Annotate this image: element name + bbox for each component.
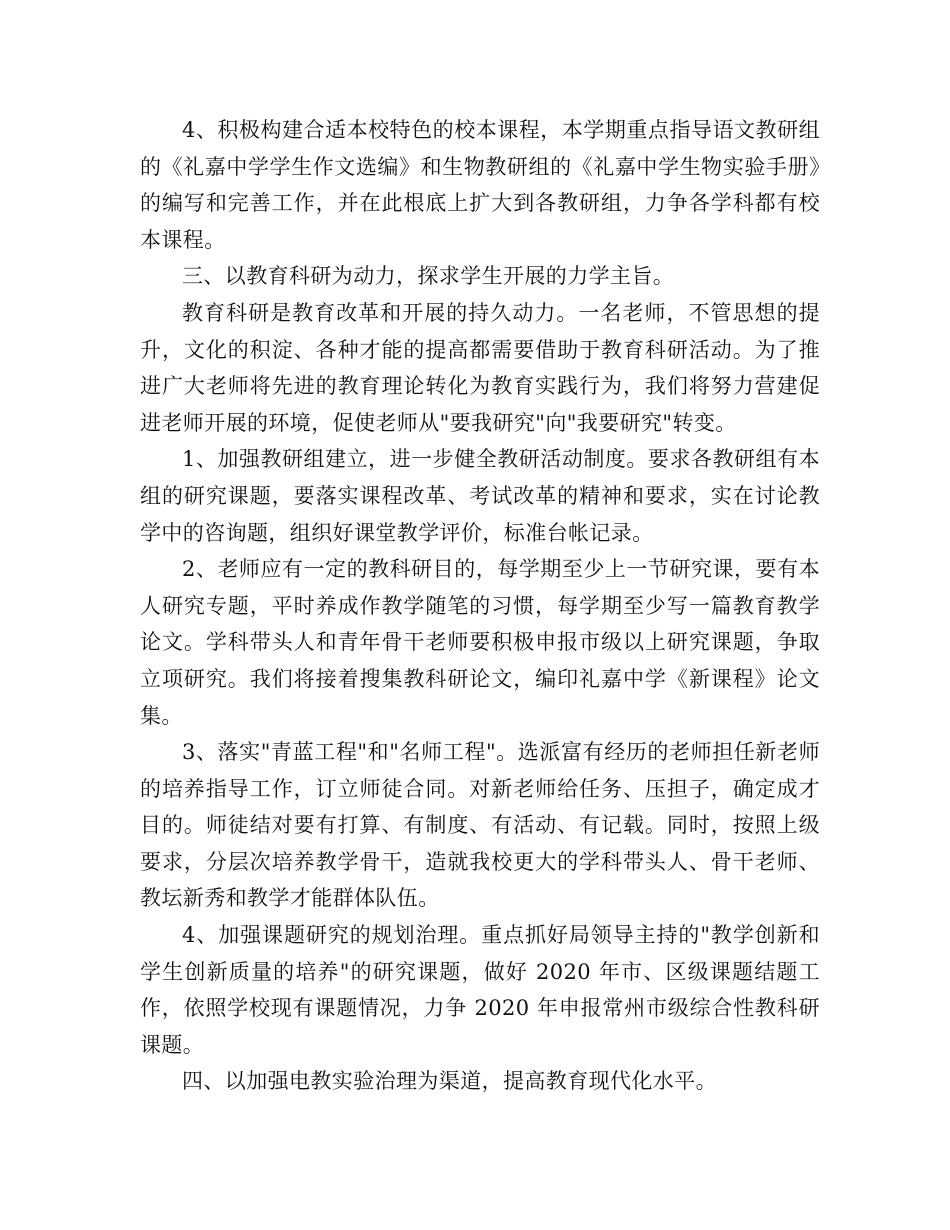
paragraph-mentoring-projects: 3、落实"青蓝工程"和"名师工程"。选派富有经历的老师担任新老师的培养指导工作，订立师徒合同。对新老师给任务、压担子，确定成才目的。师徒结对要有打算、有制度、有活动、有记载。同时，按照上级要求，分层次培养教学骨干，造就我校更大的学科带头人、骨干老师、教坛新秀和教学才能群体队伍。 xyxy=(140,740,820,911)
paragraph-research-groups: 1、加强教研组建立，进一步健全教研活动制度。要求各教研组有本组的研究课题，要落实课程改革、考试改革的精神和要求，实在讨论教学中的咨询题，组织好课堂教学评价，标准台帐记录。 xyxy=(140,447,820,545)
paragraph-project-management: 4、加强课题研究的规划治理。重点抓好局领导主持的"教学创新和学生创新质量的培养"的研究课题，做好 2020 年市、区级课题结题工作，依照学校现有课题情况，力争 2020 年申报常州市级综合性教科研课题。 xyxy=(140,923,820,1057)
section-heading-modernization: 四、以加强电教实验治理为渠道，提高教育现代化水平。 xyxy=(182,1069,717,1094)
paragraph-teacher-research: 2、老师应有一定的教科研目的，每学期至少上一节研究课，要有本人研究专题，平时养成作教学随笔的习惯，每学期至少写一篇教育教学论文。学科带头人和青年骨干老师要积极申报市级以上研究课题，争取立项研究。我们将接着搜集教科研论文，编印礼嘉中学《新课程》论文集。 xyxy=(140,557,820,728)
paragraph-research-intro: 教育科研是教育改革和开展的持久动力。一名老师，不管思想的提升，文化的积淀、各种才能的提高都需要借助于教育科研活动。为了推进广大老师将先进的教育理论转化为教育实践行为，我们将努力营建促进老师开展的环境，促使老师从"要我研究"向"我要研究"转变。 xyxy=(140,300,820,435)
document-body xyxy=(140,112,820,1100)
paragraph-school-curriculum: 4、积极构建合适本校特色的校本课程，本学期重点指导语文教研组的《礼嘉中学学生作文选编》和生物教研组的《礼嘉中学生物实验手册》的编写和完善工作，并在此根底上扩大到各教研组，力争各学科都有校本课程。 xyxy=(140,118,820,252)
section-heading-research: 三、以教育科研为动力，探求学生开展的力学主旨。 xyxy=(182,264,675,289)
